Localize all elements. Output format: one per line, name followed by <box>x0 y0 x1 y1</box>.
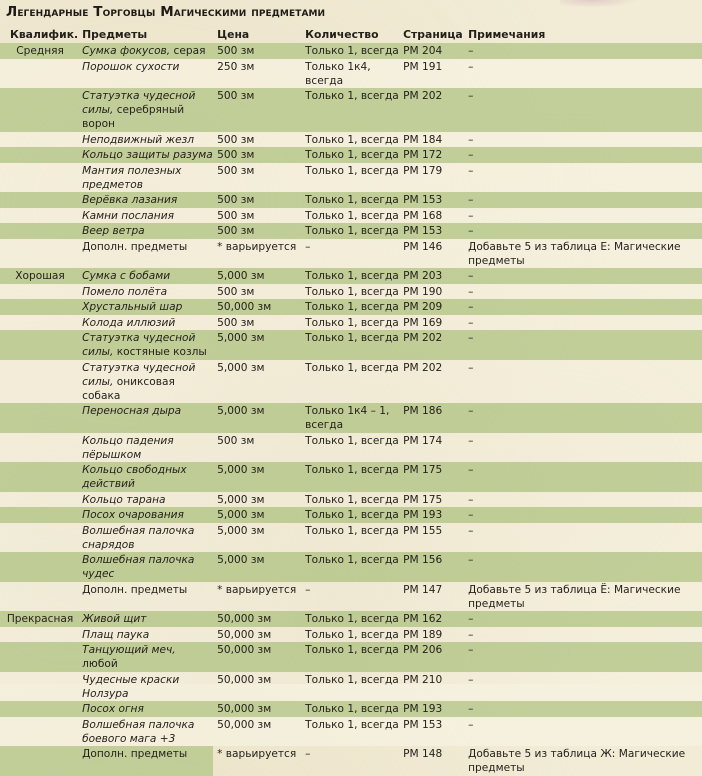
notes-cell: – <box>468 132 702 148</box>
item-name: Танцующий меч, <box>82 644 176 656</box>
item-cell <box>78 223 213 239</box>
item-name: Кольцо тарана <box>82 493 166 506</box>
notes-cell: – <box>468 299 702 315</box>
item-name: Камни послания <box>82 209 174 222</box>
quantity-cell: Только 1, всегда <box>305 552 403 582</box>
item-name: Неподвижный жезл <box>82 133 195 146</box>
notes-cell: – <box>468 672 702 702</box>
quantity-cell: Только 1, всегда <box>305 642 403 672</box>
merchants-table <box>0 26 702 776</box>
price-cell: 50,000 зм <box>213 611 305 627</box>
notes-cell: – <box>468 223 702 239</box>
notes-cell: – <box>468 611 702 627</box>
page-cell: PM 202 <box>403 330 468 360</box>
item-name: Статуэтка чудесной силы, <box>82 361 196 388</box>
quality-cell <box>0 284 78 300</box>
header-quantity: Количество <box>305 28 379 41</box>
notes-cell: – <box>468 192 702 208</box>
header-notes: Примечания <box>468 28 546 41</box>
item-name: Сумка с бобами <box>82 270 171 282</box>
table-row <box>0 360 702 404</box>
table-row <box>0 88 702 132</box>
item-cell <box>78 315 213 331</box>
quality-cell <box>0 642 78 672</box>
item-cell <box>78 746 213 776</box>
table-row <box>0 462 702 492</box>
quality-cell <box>0 611 78 627</box>
notes-cell: Добавьте 5 из таблица Ё: Магические предметы <box>468 582 702 612</box>
quality-cell <box>0 403 78 433</box>
table-row <box>0 507 702 523</box>
table-row <box>0 403 702 433</box>
table-row <box>0 717 702 747</box>
page-cell: PM 174 <box>403 433 468 463</box>
quality-cell <box>0 492 78 508</box>
page-cell: PM 189 <box>403 627 468 643</box>
notes-cell: – <box>468 284 702 300</box>
item-name: Помело полёта <box>82 285 168 298</box>
page-cell: PM 153 <box>403 192 468 208</box>
table-row <box>0 523 702 553</box>
item-cell <box>78 268 213 284</box>
header-items: Предметы <box>82 28 148 41</box>
page-cell: PM 175 <box>403 492 468 508</box>
quantity-cell: Только 1, всегда <box>305 507 403 523</box>
quality-cell <box>0 299 78 315</box>
table-row <box>0 192 702 208</box>
table-row <box>0 43 702 59</box>
quality-cell <box>0 59 78 89</box>
item-variant: Дополн. предметы <box>82 748 188 760</box>
quality-cell <box>0 208 78 224</box>
price-cell: 500 зм <box>213 147 305 163</box>
quantity-cell: Только 1, всегда <box>305 492 403 508</box>
quantity-cell: – <box>305 239 403 269</box>
price-cell: * варьируется <box>217 748 297 760</box>
quantity-cell: Только 1, всегда <box>305 701 403 717</box>
item-name: Порошок сухости <box>82 60 180 73</box>
item-cell <box>78 611 213 627</box>
item-cell <box>78 642 213 672</box>
table-row <box>0 552 702 582</box>
price-cell: 500 зм <box>213 223 305 239</box>
notes-cell: – <box>468 208 702 224</box>
price-cell: 5,000 зм <box>213 523 305 553</box>
page-cell: PM 169 <box>403 315 468 331</box>
item-name: Волшебная палочка боевого мага +3 <box>82 718 195 745</box>
price-cell: 5,000 зм <box>213 360 305 404</box>
price-cell: 500 зм <box>213 208 305 224</box>
item-variant: Дополн. предметы <box>82 583 188 596</box>
table-row <box>0 239 702 269</box>
notes-cell: – <box>468 507 702 523</box>
page-cell: PM 191 <box>403 59 468 89</box>
price-cell: 50,000 зм <box>213 627 305 643</box>
notes-cell: – <box>468 523 702 553</box>
price-cell: 500 зм <box>213 284 305 300</box>
notes-cell: Добавьте 5 из таблица Е: Магические предметы <box>468 239 702 269</box>
notes-cell: – <box>468 717 702 747</box>
item-cell <box>78 43 213 59</box>
notes-cell: – <box>468 268 702 284</box>
notes-cell: – <box>468 360 702 404</box>
price-cell: 500 зм <box>213 88 305 132</box>
page-cell: PM 186 <box>403 403 468 433</box>
quantity-cell: Только 1, всегда <box>305 315 403 331</box>
price-cell: 5,000 зм <box>213 268 305 284</box>
item-name: Верёвка лазания <box>82 194 178 206</box>
table-row <box>0 223 702 239</box>
quantity-cell: Только 1, всегда <box>305 360 403 404</box>
price-cell: 500 зм <box>213 433 305 463</box>
quality-cell <box>0 582 78 612</box>
item-name: Волшебная палочка снарядов <box>82 524 195 551</box>
quality-cell <box>0 132 78 148</box>
table-row <box>0 746 702 776</box>
notes-cell: – <box>468 403 702 433</box>
page-cell: PM 204 <box>403 43 468 59</box>
table-body <box>0 43 702 776</box>
notes-cell: – <box>468 462 702 492</box>
notes-cell: – <box>468 330 702 360</box>
notes-cell: – <box>468 43 702 59</box>
item-cell <box>78 462 213 492</box>
quality-cell <box>0 746 78 776</box>
quantity-cell: Только 1, всегда <box>305 88 403 132</box>
item-variant: любой <box>82 658 118 670</box>
table-row <box>0 284 702 300</box>
item-name: Живой щит <box>82 613 147 625</box>
quality-label: Средняя <box>16 45 64 57</box>
notes-cell: – <box>468 315 702 331</box>
item-cell <box>78 88 213 132</box>
item-name: Сумка фокусов, <box>82 45 171 57</box>
quality-label: Хорошая <box>15 270 65 282</box>
quantity-cell: Только 1, всегда <box>305 717 403 747</box>
page-cell: PM 147 <box>403 582 468 612</box>
price-cell: 500 зм <box>213 163 305 193</box>
decorative-ink-blot <box>560 0 640 8</box>
table-row <box>0 147 702 163</box>
price-cell: 5,000 зм <box>213 552 305 582</box>
table-row <box>0 299 702 315</box>
notes-cell: – <box>468 88 702 132</box>
quantity-cell: Только 1, всегда <box>305 462 403 492</box>
quantity-cell: Только 1к4 – 1, всегда <box>305 403 403 433</box>
header-price: Цена <box>217 28 250 41</box>
page-cell: PM 209 <box>403 299 468 315</box>
notes-cell: – <box>468 627 702 643</box>
item-cell <box>78 330 213 360</box>
table-row <box>0 611 702 627</box>
page-cell: PM 162 <box>403 611 468 627</box>
item-cell <box>78 627 213 643</box>
price-cell: * варьируется <box>213 239 305 269</box>
table-row <box>0 315 702 331</box>
table-row <box>0 627 702 643</box>
item-name: Кольцо свободных действий <box>82 464 187 490</box>
item-name: Кольцо защиты разума <box>82 149 213 161</box>
item-cell <box>78 523 213 553</box>
table-row <box>0 642 702 672</box>
notes-cell: – <box>468 59 702 89</box>
quality-cell <box>0 717 78 747</box>
item-cell <box>78 284 213 300</box>
price-cell: 500 зм <box>213 132 305 148</box>
quantity-cell: – <box>305 582 403 612</box>
item-name: Волшебная палочка чудес <box>82 554 195 580</box>
header-page: Страница <box>403 28 463 41</box>
quality-cell <box>0 507 78 523</box>
item-cell <box>78 208 213 224</box>
quality-cell <box>0 552 78 582</box>
item-cell <box>78 299 213 315</box>
quality-cell <box>0 239 78 269</box>
quality-cell <box>0 147 78 163</box>
quality-cell <box>0 330 78 360</box>
price-cell: 50,000 зм <box>213 672 305 702</box>
item-cell <box>78 163 213 193</box>
price-cell: 500 зм <box>213 192 305 208</box>
price-cell: 500 зм <box>213 315 305 331</box>
price-cell: 50,000 зм <box>213 299 305 315</box>
item-cell <box>78 672 213 702</box>
item-cell <box>78 717 213 747</box>
item-name: Посох очарования <box>82 509 184 521</box>
item-cell <box>78 701 213 717</box>
page-cell: PM 206 <box>403 642 468 672</box>
item-name: Мантия полезных предметов <box>82 164 182 191</box>
quantity-cell: Только 1, всегда <box>305 433 403 463</box>
item-cell <box>78 192 213 208</box>
table-row <box>0 132 702 148</box>
page-cell: PM 156 <box>403 552 468 582</box>
page-title: Легендарные Торговцы Магическими предметами <box>6 4 326 20</box>
page-cell: PM 155 <box>403 523 468 553</box>
item-cell <box>78 492 213 508</box>
notes-cell: – <box>468 147 702 163</box>
quantity-cell: Только 1, всегда <box>305 627 403 643</box>
item-name: Статуэтка чудесной силы, <box>82 332 196 358</box>
item-cell <box>78 433 213 463</box>
price-cell: 5,000 зм <box>213 462 305 492</box>
item-cell <box>78 239 213 269</box>
price-cell: 50,000 зм <box>213 717 305 747</box>
quantity-cell: Только 1, всегда <box>305 147 403 163</box>
table-row <box>0 330 702 360</box>
table-row <box>0 208 702 224</box>
page-cell: PM 146 <box>403 239 468 269</box>
quality-cell <box>0 672 78 702</box>
quantity-cell: Только 1, всегда <box>305 192 403 208</box>
page-cell: PM 202 <box>403 88 468 132</box>
item-name: Кольцо падения пёрышком <box>82 434 174 461</box>
item-cell <box>78 59 213 89</box>
item-cell <box>78 552 213 582</box>
notes-cell: – <box>468 701 702 717</box>
item-cell <box>78 403 213 433</box>
quantity-cell: Только 1, всегда <box>305 43 403 59</box>
price-cell: 5,000 зм <box>213 403 305 433</box>
quantity-cell: Только 1, всегда <box>305 284 403 300</box>
notes-cell: Добавьте 5 из таблица Ж: Магические предметы <box>468 748 686 774</box>
price-cell: 250 зм <box>213 59 305 89</box>
page-cell: PM 148 <box>403 748 443 760</box>
item-variant: серебряный ворон <box>82 104 185 130</box>
item-name: Плащ паука <box>82 628 150 641</box>
quality-cell <box>0 88 78 132</box>
table-row <box>0 268 702 284</box>
quality-cell <box>0 223 78 239</box>
quality-cell <box>0 192 78 208</box>
item-name: Колода иллюзий <box>82 316 176 329</box>
quantity-cell: Только 1, всегда <box>305 672 403 702</box>
item-cell <box>78 507 213 523</box>
quantity-cell: Только 1, всегда <box>305 299 403 315</box>
quantity-cell: Только 1, всегда <box>305 132 403 148</box>
page-cell: PM 153 <box>403 223 468 239</box>
page-cell: PM 153 <box>403 717 468 747</box>
quality-cell <box>0 701 78 717</box>
quality-cell <box>0 43 78 59</box>
item-cell <box>78 360 213 404</box>
item-cell <box>78 582 213 612</box>
item-variant: серая <box>170 45 206 57</box>
page-cell: PM 210 <box>403 672 468 702</box>
table-row <box>0 59 702 89</box>
table-header-row <box>0 26 702 43</box>
item-name: Посох огня <box>82 703 144 715</box>
quality-cell <box>0 360 78 404</box>
table-row <box>0 701 702 717</box>
quantity-cell: Только 1, всегда <box>305 208 403 224</box>
table-row <box>0 433 702 463</box>
quality-cell <box>0 462 78 492</box>
page-cell: PM 175 <box>403 462 468 492</box>
item-name: Переносная дыра <box>82 405 182 417</box>
quality-label: Прекрасная <box>6 613 74 625</box>
price-cell: * варьируется <box>213 582 305 612</box>
page-cell: PM 203 <box>403 268 468 284</box>
quantity-cell: Только 1, всегда <box>305 523 403 553</box>
page-cell: PM 184 <box>403 132 468 148</box>
page-cell: PM 193 <box>403 507 468 523</box>
quality-cell <box>0 627 78 643</box>
price-cell: 50,000 зм <box>213 642 305 672</box>
item-variant: костяные козлы <box>113 346 207 358</box>
quality-cell <box>0 163 78 193</box>
table-row <box>0 582 702 612</box>
quantity-cell: Только 1, всегда <box>305 330 403 360</box>
price-cell: 500 зм <box>213 43 305 59</box>
price-cell: 5,000 зм <box>213 507 305 523</box>
item-cell <box>78 147 213 163</box>
header-quality: Квалифик. <box>10 28 79 41</box>
quality-cell <box>0 523 78 553</box>
page-cell: PM 202 <box>403 360 468 404</box>
item-name: Статуэтка чудесной силы, <box>82 90 196 116</box>
item-cell <box>78 132 213 148</box>
page-cell: PM 190 <box>403 284 468 300</box>
quantity-cell: Только 1, всегда <box>305 163 403 193</box>
notes-cell: – <box>468 433 702 463</box>
notes-cell: – <box>468 552 702 582</box>
item-name: Веер ветра <box>82 225 145 237</box>
quality-cell <box>0 433 78 463</box>
notes-cell: – <box>468 642 702 672</box>
quality-cell <box>0 268 78 284</box>
price-cell: 5,000 зм <box>213 330 305 360</box>
quantity-cell: Только 1, всегда <box>305 268 403 284</box>
table-row <box>0 492 702 508</box>
quantity-cell: – <box>305 748 311 760</box>
page-cell: PM 193 <box>403 701 468 717</box>
notes-cell: – <box>468 492 702 508</box>
price-cell: 5,000 зм <box>213 492 305 508</box>
quantity-cell: Только 1, всегда <box>305 223 403 239</box>
table-row <box>0 163 702 193</box>
quality-cell <box>0 315 78 331</box>
quantity-cell: Только 1, всегда <box>305 611 403 627</box>
item-variant: ониксовая собака <box>82 375 175 402</box>
page-cell: PM 168 <box>403 208 468 224</box>
notes-cell: – <box>468 163 702 193</box>
table-row <box>0 672 702 702</box>
page-cell: PM 172 <box>403 147 468 163</box>
price-cell: 50,000 зм <box>213 701 305 717</box>
item-variant: Дополн. предметы <box>82 240 188 253</box>
quantity-cell: Только 1к4, всегда <box>305 59 403 89</box>
page-cell: PM 179 <box>403 163 468 193</box>
item-name: Хрустальный шар <box>82 301 183 313</box>
item-name: Чудесные краски Нолзура <box>82 673 180 700</box>
